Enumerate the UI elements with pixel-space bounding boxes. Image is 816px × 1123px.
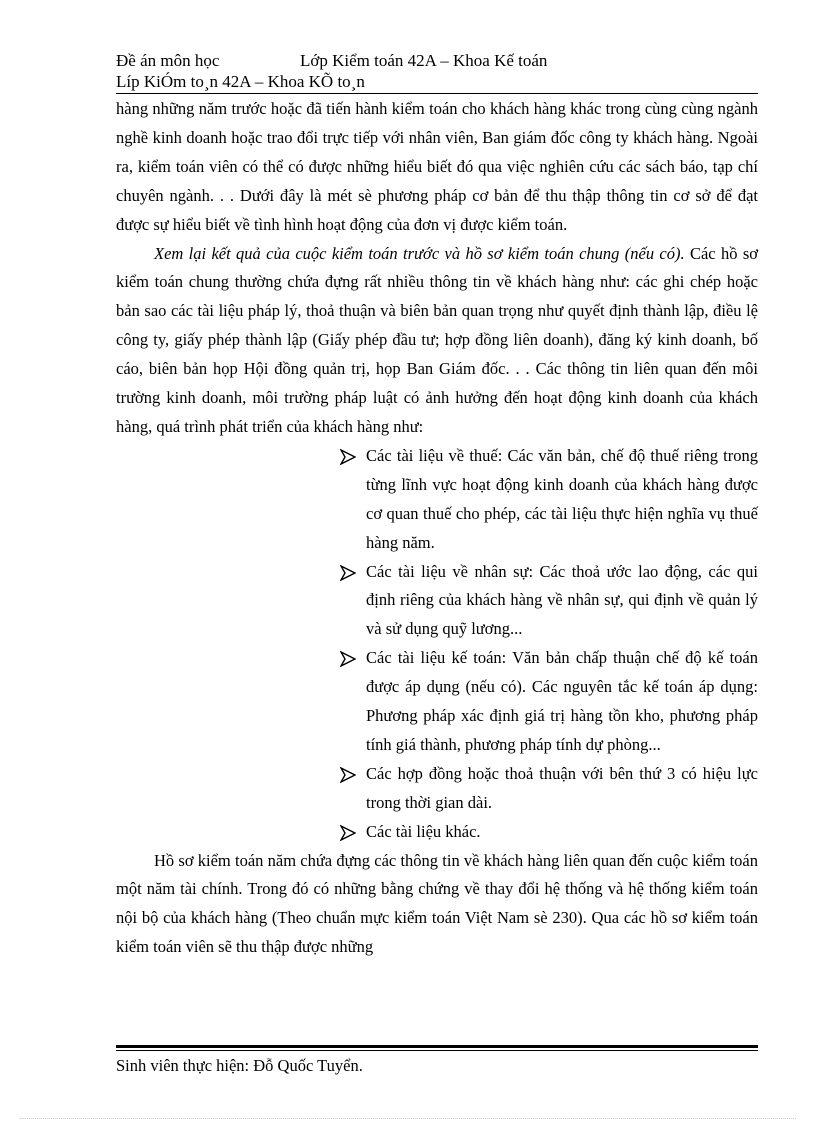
arrow-bullet-icon <box>340 565 356 581</box>
header-line-2: Líp KiÓm to¸n 42A – Khoa KÕ to¸n <box>116 72 365 91</box>
footer-rule-thin <box>116 1050 758 1051</box>
header-course: Đề án môn học <box>116 51 220 70</box>
list-item-text: Các tài liệu kế toán: Văn bản chấp thuận chế độ kế toán được áp dụng (nếu có). Các nguyên tắc kế toán áp dụng: Phương pháp xác định giá trị hàng tồn kho, phương pháp tính giá thành, phương pháp tính dự phòng... <box>366 648 758 754</box>
list-item <box>340 760 758 818</box>
paragraph-3: Hồ sơ kiểm toán năm chứa đựng các thông tin về khách hàng liên quan đến cuộc kiểm toán một năm tài chính. Trong đó có những bằng chứng về thay đổi hệ thống và hệ thống kiểm toán nội bộ của khách hàng (Theo chuẩn mực kiểm toán Việt Nam sè 230). Qua các hồ sơ kiểm toán kiểm toán viên sẽ thu thập được những <box>116 850 758 957</box>
page-edge-divider <box>20 1118 796 1119</box>
list-item-text: Các hợp đồng hoặc thoả thuận với bên thứ 3 có hiệu lực trong thời gian dài. <box>366 763 758 812</box>
footer-rule-thick <box>116 1045 758 1048</box>
paragraph-2-italic-lead: Xem lại kết quả của cuộc kiểm toán trước và hồ sơ kiểm toán chung (nếu có). <box>154 243 685 263</box>
header-line-1 <box>116 51 548 71</box>
list-item-text: Các tài liệu về nhân sự: Các thoả ước lao động, các qui định riêng của khách hàng về nhân sự, qui định về quản lý và sử dụng quỹ lương... <box>366 561 758 639</box>
header-class-info: Lớp Kiểm toán 42A – Khoa Kế toán <box>300 51 548 70</box>
paragraph-1: hàng những năm trước hoặc đã tiến hành kiểm toán cho khách hàng khác trong cùng cùng ngành nghề kinh doanh hoặc trao đổi trực tiếp với nhân viên, Ban giám đốc công ty khách hàng. Ngoài ra, kiểm toán viên có thể có được những hiểu biết đó qua việc nghiên cứu các sách báo, tạp chí chuyên ngành. . . Dưới đây là mét sè phương pháp cơ bản để thu thập thông tin cơ sở để đạt được sự hiểu biết về tình hình hoạt động của đơn vị được kiểm toán. <box>116 99 758 234</box>
arrow-bullet-icon <box>340 651 356 667</box>
paragraph-2-text: Các hồ sơ kiểm toán chung thường chứa đựng rất nhiều thông tin về khách hàng như: các ghi chép hoặc bản sao các tài liệu pháp lý, thoả thuận và biên bản quan trọng như quyết định thành lập, điều lệ công ty, giấy phép thành lập (Giấy phép đầu tư; hợp đồng liên doanh), đăng ký kinh doanh, bố cáo, biên bản họp Hội đồng quản trị, họp Ban Giám đốc. . . Các thông tin liên quan đến môi trường kinh doanh, môi trường pháp luật có ảnh hưởng đến hoạt động kinh doanh của khách hàng, quá trình phát triển của khách hàng như: <box>116 243 758 436</box>
list-item-text: Các tài liệu khác. <box>366 821 481 841</box>
list-item <box>340 442 758 558</box>
header-rule <box>116 93 758 94</box>
arrow-bullet-icon <box>340 449 356 465</box>
list-item-text: Các tài liệu về thuế: Các văn bản, chế độ thuế riêng trong từng lĩnh vực hoạt động kinh doanh của khách hàng được cơ quan thuế cho phép, các tài liệu thực hiện nghĩa vụ thuế hàng năm. <box>366 445 758 552</box>
paragraph-2 <box>116 240 758 442</box>
footer-student: Sinh viên thực hiện: Đỗ Quốc Tuyển. <box>116 1056 363 1075</box>
list-item <box>340 558 758 645</box>
list-item <box>340 644 758 760</box>
bullet-list <box>340 442 758 847</box>
document-body <box>116 95 758 962</box>
arrow-bullet-icon <box>340 767 356 783</box>
arrow-bullet-icon <box>340 825 356 841</box>
list-item <box>340 818 758 847</box>
